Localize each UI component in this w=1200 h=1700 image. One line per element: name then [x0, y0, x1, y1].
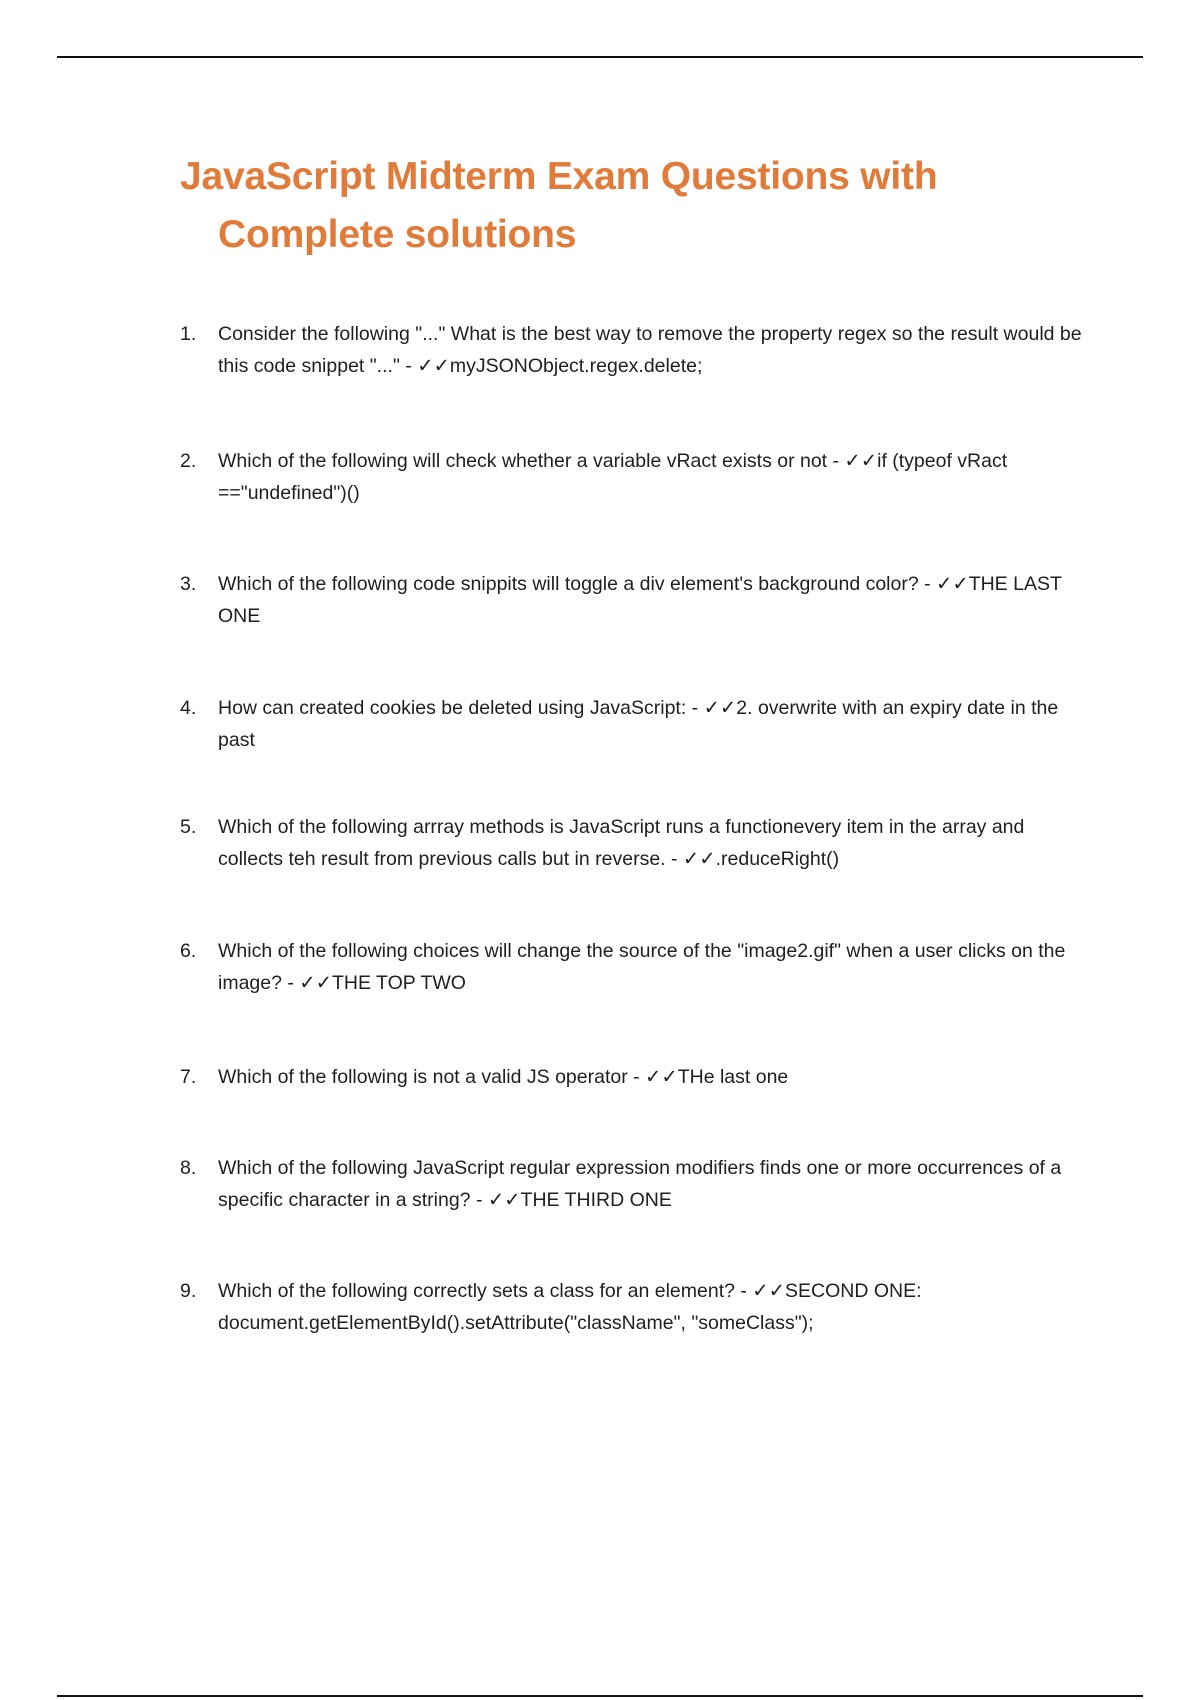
- bottom-rule: [57, 1695, 1143, 1697]
- question-item-3: [180, 568, 1090, 632]
- question-text: Which of the following will check whether a variable vRact exists or not - ✓✓if (typeof vRact =="undefined")(): [218, 450, 1008, 504]
- question-item-8: [180, 1152, 1090, 1216]
- question-item-5: [180, 811, 1090, 875]
- question-text: How can created cookies be deleted using JavaScript: - ✓✓2. overwrite with an expiry date in the past: [218, 697, 1059, 751]
- top-rule: [57, 56, 1143, 58]
- question-text: Which of the following correctly sets a class for an element? - ✓✓SECOND ONE: document.getElementById().setAttribute("className", "someClass");: [218, 1280, 922, 1334]
- question-item-4: [180, 692, 1090, 756]
- question-number: 6.: [180, 940, 197, 962]
- question-item-9: [180, 1275, 1090, 1339]
- title-line-1: JavaScript Midterm Exam Questions with: [180, 155, 938, 198]
- question-number: 2.: [180, 450, 197, 472]
- title-line-2: Complete solutions: [218, 213, 577, 256]
- question-number: 3.: [180, 573, 197, 595]
- question-number: 9.: [180, 1280, 197, 1302]
- question-number: 1.: [180, 323, 197, 345]
- question-text: Which of the following arrray methods is JavaScript runs a functionevery item in the array and collects teh result from previous calls but in reverse. - ✓✓.reduceRight(): [218, 816, 1025, 870]
- question-text: Consider the following "..." What is the best way to remove the property regex so the result would be this code snippet "..." - ✓✓myJSONObject.regex.delete;: [218, 323, 1082, 377]
- question-text: Which of the following choices will change the source of the "image2.gif" when a user clicks on the image? - ✓✓THE TOP TWO: [218, 940, 1066, 994]
- question-text: Which of the following is not a valid JS operator - ✓✓THe last one: [218, 1066, 789, 1088]
- question-item-1: [180, 318, 1090, 382]
- question-text: Which of the following JavaScript regular expression modifiers finds one or more occurrences of a specific character in a string? - ✓✓THE THIRD ONE: [218, 1157, 1062, 1211]
- question-item-7: [180, 1061, 1090, 1093]
- document-title: [180, 148, 1080, 264]
- question-text: Which of the following code snippits will toggle a div element's background color? - ✓✓THE LAST ONE: [218, 573, 1062, 627]
- question-number: 5.: [180, 816, 197, 838]
- question-number: 4.: [180, 697, 197, 719]
- question-item-6: [180, 935, 1090, 999]
- question-item-2: [180, 445, 1090, 509]
- question-number: 7.: [180, 1066, 197, 1088]
- question-number: 8.: [180, 1157, 197, 1179]
